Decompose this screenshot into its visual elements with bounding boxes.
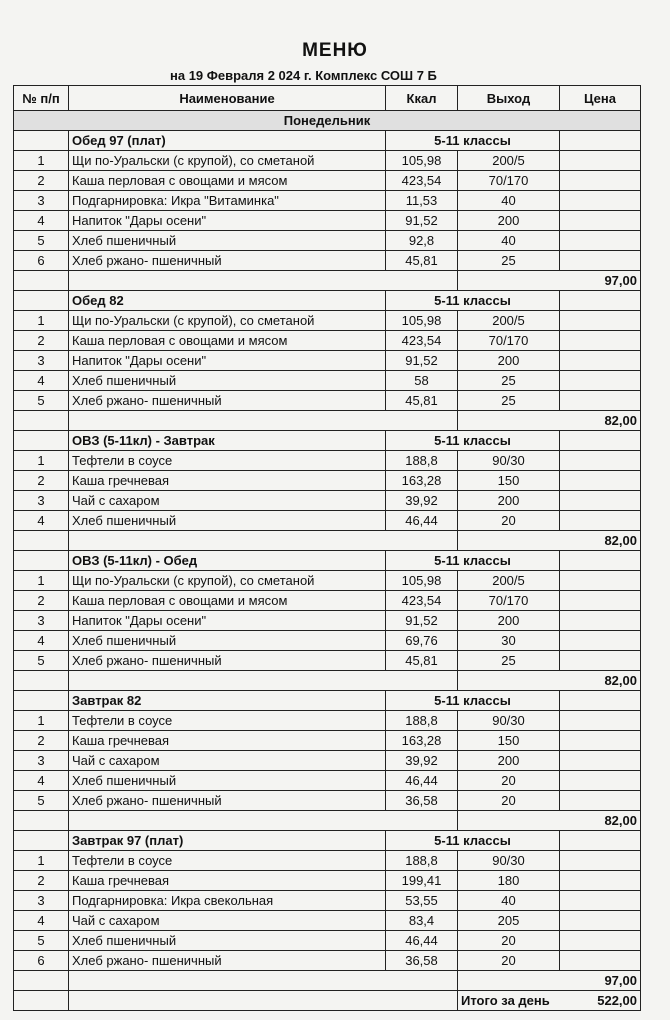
item-number: 5: [14, 931, 69, 951]
item-output: 90/30: [458, 711, 560, 731]
item-price: [560, 311, 641, 331]
item-price: [560, 171, 641, 191]
item-price: [560, 511, 641, 531]
item-output: 70/170: [458, 591, 560, 611]
section-price-cell: [560, 691, 641, 711]
grand-total-cell: [458, 991, 641, 1011]
section-total: 82,00: [458, 531, 641, 551]
item-price: [560, 251, 641, 271]
item-output: 40: [458, 231, 560, 251]
item-price: [560, 191, 641, 211]
section-total-row: [14, 271, 641, 291]
section-header-row: [14, 691, 641, 711]
item-name: Тефтели в соусе: [69, 711, 386, 731]
item-name: Чай с сахаром: [69, 491, 386, 511]
table-row: [14, 511, 641, 531]
item-price: [560, 731, 641, 751]
section-num-cell: [14, 431, 69, 451]
item-kcal: 423,54: [386, 171, 458, 191]
item-price: [560, 211, 641, 231]
section-group: 5-11 классы: [386, 691, 560, 711]
item-price: [560, 471, 641, 491]
item-output: 200: [458, 751, 560, 771]
item-kcal: 11,53: [386, 191, 458, 211]
header-kcal: Ккал: [386, 86, 458, 111]
item-kcal: 188,8: [386, 851, 458, 871]
item-output: 200: [458, 491, 560, 511]
item-kcal: 45,81: [386, 651, 458, 671]
item-kcal: 39,92: [386, 751, 458, 771]
item-name: Хлеб пшеничный: [69, 511, 386, 531]
section-num-cell: [14, 131, 69, 151]
item-kcal: 45,81: [386, 251, 458, 271]
section-total: 97,00: [458, 971, 641, 991]
item-number: 4: [14, 771, 69, 791]
item-name: Щи по-Уральски (с крупой), со сметаной: [69, 151, 386, 171]
item-price: [560, 891, 641, 911]
item-kcal: 46,44: [386, 511, 458, 531]
item-number: 2: [14, 591, 69, 611]
table-row: [14, 731, 641, 751]
section-header-row: [14, 831, 641, 851]
item-name: Хлеб пшеничный: [69, 631, 386, 651]
item-output: 200: [458, 611, 560, 631]
item-name: Каша гречневая: [69, 731, 386, 751]
item-kcal: 92,8: [386, 231, 458, 251]
item-name: Хлеб пшеничный: [69, 371, 386, 391]
item-number: 3: [14, 351, 69, 371]
table-row: [14, 871, 641, 891]
section-title: Завтрак 82: [69, 691, 386, 711]
item-name: Подгарнировка: Икра "Витаминка": [69, 191, 386, 211]
table-row: [14, 231, 641, 251]
item-output: 20: [458, 951, 560, 971]
header-price: Цена: [560, 86, 641, 111]
table-row: [14, 931, 641, 951]
item-kcal: 163,28: [386, 731, 458, 751]
item-output: 90/30: [458, 451, 560, 471]
page-subtitle: на 19 Февраля 2 024 г. Комплекс СОШ 7 Б: [170, 68, 437, 83]
section-num-cell: [14, 291, 69, 311]
table-row: [14, 151, 641, 171]
item-output: 200/5: [458, 151, 560, 171]
section-title: Обед 82: [69, 291, 386, 311]
total-empty-name: [69, 671, 458, 691]
item-number: 5: [14, 391, 69, 411]
section-header-row: [14, 431, 641, 451]
item-output: 200: [458, 211, 560, 231]
section-group: 5-11 классы: [386, 431, 560, 451]
item-price: [560, 351, 641, 371]
item-output: 150: [458, 471, 560, 491]
section-price-cell: [560, 551, 641, 571]
table-row: [14, 911, 641, 931]
item-kcal: 46,44: [386, 771, 458, 791]
item-number: 6: [14, 251, 69, 271]
table-row: [14, 591, 641, 611]
item-price: [560, 231, 641, 251]
item-name: Тефтели в соусе: [69, 451, 386, 471]
section-title: ОВЗ (5-11кл) - Обед: [69, 551, 386, 571]
total-empty-name: [69, 271, 458, 291]
item-kcal: 423,54: [386, 331, 458, 351]
item-output: 20: [458, 791, 560, 811]
grand-total-value: 522,00: [597, 993, 637, 1008]
item-number: 4: [14, 211, 69, 231]
section-total-row: [14, 971, 641, 991]
item-number: 1: [14, 451, 69, 471]
section-total: 97,00: [458, 271, 641, 291]
section-group: 5-11 классы: [386, 551, 560, 571]
item-number: 4: [14, 631, 69, 651]
item-name: Хлеб пшеничный: [69, 771, 386, 791]
grand-empty-name: [69, 991, 458, 1011]
grand-total-row: [14, 991, 641, 1011]
item-kcal: 46,44: [386, 931, 458, 951]
item-name: Напиток "Дары осени": [69, 211, 386, 231]
section-total-row: [14, 411, 641, 431]
item-number: 3: [14, 191, 69, 211]
header-num: № п/п: [14, 86, 69, 111]
item-kcal: 53,55: [386, 891, 458, 911]
total-empty-name: [69, 971, 458, 991]
section-num-cell: [14, 831, 69, 851]
item-price: [560, 851, 641, 871]
table-row: [14, 331, 641, 351]
item-price: [560, 151, 641, 171]
section-total: 82,00: [458, 671, 641, 691]
item-number: 5: [14, 231, 69, 251]
item-kcal: 105,98: [386, 571, 458, 591]
item-number: 3: [14, 891, 69, 911]
table-row: [14, 891, 641, 911]
table-row: [14, 791, 641, 811]
item-kcal: 163,28: [386, 471, 458, 491]
item-kcal: 199,41: [386, 871, 458, 891]
section-price-cell: [560, 831, 641, 851]
item-output: 20: [458, 771, 560, 791]
total-empty-num: [14, 531, 69, 551]
table-row: [14, 751, 641, 771]
menu-body: [14, 111, 641, 1011]
item-number: 3: [14, 491, 69, 511]
header-row: [14, 86, 641, 111]
item-price: [560, 491, 641, 511]
section-num-cell: [14, 551, 69, 571]
item-name: Тефтели в соусе: [69, 851, 386, 871]
item-price: [560, 771, 641, 791]
section-total-row: [14, 811, 641, 831]
item-output: 20: [458, 931, 560, 951]
item-name: Хлеб ржано- пшеничный: [69, 791, 386, 811]
item-price: [560, 591, 641, 611]
item-number: 4: [14, 911, 69, 931]
item-price: [560, 371, 641, 391]
total-empty-num: [14, 411, 69, 431]
item-price: [560, 791, 641, 811]
item-number: 1: [14, 851, 69, 871]
item-name: Хлеб пшеничный: [69, 231, 386, 251]
page-title: МЕНЮ: [302, 40, 368, 61]
table-row: [14, 611, 641, 631]
section-group: 5-11 классы: [386, 291, 560, 311]
table-row: [14, 711, 641, 731]
table-row: [14, 251, 641, 271]
item-output: 205: [458, 911, 560, 931]
section-title: ОВЗ (5-11кл) - Завтрак: [69, 431, 386, 451]
table-row: [14, 631, 641, 651]
item-name: Хлеб ржано- пшеничный: [69, 251, 386, 271]
table-row: [14, 171, 641, 191]
item-price: [560, 391, 641, 411]
item-number: 1: [14, 571, 69, 591]
grand-total-label: Итого за день: [461, 993, 550, 1008]
item-kcal: 39,92: [386, 491, 458, 511]
item-name: Каша перловая с овощами и мясом: [69, 591, 386, 611]
table-row: [14, 851, 641, 871]
section-header-row: [14, 551, 641, 571]
item-name: Каша перловая с овощами и мясом: [69, 331, 386, 351]
total-empty-name: [69, 811, 458, 831]
item-output: 70/170: [458, 331, 560, 351]
table-row: [14, 211, 641, 231]
header-out: Выход: [458, 86, 560, 111]
item-kcal: 69,76: [386, 631, 458, 651]
item-price: [560, 951, 641, 971]
item-name: Хлеб ржано- пшеничный: [69, 651, 386, 671]
item-name: Хлеб пшеничный: [69, 931, 386, 951]
total-empty-num: [14, 671, 69, 691]
item-kcal: 36,58: [386, 951, 458, 971]
item-kcal: 36,58: [386, 791, 458, 811]
item-kcal: 188,8: [386, 711, 458, 731]
item-number: 1: [14, 311, 69, 331]
total-empty-name: [69, 531, 458, 551]
item-kcal: 188,8: [386, 451, 458, 471]
item-number: 4: [14, 511, 69, 531]
item-price: [560, 331, 641, 351]
section-total: 82,00: [458, 411, 641, 431]
item-kcal: 423,54: [386, 591, 458, 611]
item-output: 40: [458, 191, 560, 211]
item-price: [560, 631, 641, 651]
item-output: 25: [458, 251, 560, 271]
item-name: Щи по-Уральски (с крупой), со сметаной: [69, 311, 386, 331]
item-kcal: 58: [386, 371, 458, 391]
section-group: 5-11 классы: [386, 131, 560, 151]
item-name: Каша перловая с овощами и мясом: [69, 171, 386, 191]
item-name: Щи по-Уральски (с крупой), со сметаной: [69, 571, 386, 591]
table-row: [14, 371, 641, 391]
item-kcal: 105,98: [386, 311, 458, 331]
day-row: [14, 111, 641, 131]
section-price-cell: [560, 291, 641, 311]
item-output: 30: [458, 631, 560, 651]
item-number: 1: [14, 711, 69, 731]
item-number: 3: [14, 611, 69, 631]
item-output: 20: [458, 511, 560, 531]
item-price: [560, 571, 641, 591]
table-row: [14, 491, 641, 511]
table-row: [14, 951, 641, 971]
section-total: 82,00: [458, 811, 641, 831]
item-number: 2: [14, 331, 69, 351]
table-row: [14, 191, 641, 211]
item-name: Хлеб ржано- пшеничный: [69, 391, 386, 411]
item-number: 2: [14, 171, 69, 191]
item-name: Чай с сахаром: [69, 911, 386, 931]
item-price: [560, 451, 641, 471]
item-name: Хлеб ржано- пшеничный: [69, 951, 386, 971]
item-number: 2: [14, 731, 69, 751]
item-price: [560, 871, 641, 891]
table-row: [14, 451, 641, 471]
section-total-row: [14, 671, 641, 691]
table-row: [14, 351, 641, 371]
item-kcal: 105,98: [386, 151, 458, 171]
section-total-row: [14, 531, 641, 551]
item-number: 1: [14, 151, 69, 171]
item-output: 200/5: [458, 311, 560, 331]
item-name: Подгарнировка: Икра свекольная: [69, 891, 386, 911]
item-price: [560, 911, 641, 931]
item-price: [560, 611, 641, 631]
table-row: [14, 651, 641, 671]
total-empty-num: [14, 811, 69, 831]
table-row: [14, 391, 641, 411]
total-empty-num: [14, 971, 69, 991]
item-kcal: 91,52: [386, 611, 458, 631]
section-header-row: [14, 291, 641, 311]
item-number: 5: [14, 651, 69, 671]
item-name: Каша гречневая: [69, 871, 386, 891]
table-row: [14, 311, 641, 331]
section-num-cell: [14, 691, 69, 711]
item-number: 3: [14, 751, 69, 771]
total-empty-num: [14, 271, 69, 291]
item-number: 2: [14, 471, 69, 491]
section-price-cell: [560, 431, 641, 451]
header-name: Наименование: [69, 86, 386, 111]
item-price: [560, 931, 641, 951]
item-kcal: 45,81: [386, 391, 458, 411]
item-output: 25: [458, 371, 560, 391]
item-name: Чай с сахаром: [69, 751, 386, 771]
item-output: 70/170: [458, 171, 560, 191]
total-empty-name: [69, 411, 458, 431]
item-name: Напиток "Дары осени": [69, 351, 386, 371]
table-row: [14, 771, 641, 791]
day-label: Понедельник: [14, 111, 641, 131]
item-output: 200/5: [458, 571, 560, 591]
item-output: 180: [458, 871, 560, 891]
item-price: [560, 651, 641, 671]
menu-table: [13, 85, 641, 1011]
item-number: 4: [14, 371, 69, 391]
section-price-cell: [560, 131, 641, 151]
item-number: 5: [14, 791, 69, 811]
item-output: 90/30: [458, 851, 560, 871]
item-kcal: 91,52: [386, 351, 458, 371]
item-output: 25: [458, 651, 560, 671]
item-output: 150: [458, 731, 560, 751]
section-title: Обед 97 (плат): [69, 131, 386, 151]
item-name: Напиток "Дары осени": [69, 611, 386, 631]
item-name: Каша гречневая: [69, 471, 386, 491]
section-group: 5-11 классы: [386, 831, 560, 851]
table-row: [14, 571, 641, 591]
item-output: 40: [458, 891, 560, 911]
item-price: [560, 751, 641, 771]
section-header-row: [14, 131, 641, 151]
item-output: 200: [458, 351, 560, 371]
item-output: 25: [458, 391, 560, 411]
table-row: [14, 471, 641, 491]
item-kcal: 83,4: [386, 911, 458, 931]
item-number: 6: [14, 951, 69, 971]
grand-empty-num: [14, 991, 69, 1011]
item-price: [560, 711, 641, 731]
item-number: 2: [14, 871, 69, 891]
section-title: Завтрак 97 (плат): [69, 831, 386, 851]
item-kcal: 91,52: [386, 211, 458, 231]
